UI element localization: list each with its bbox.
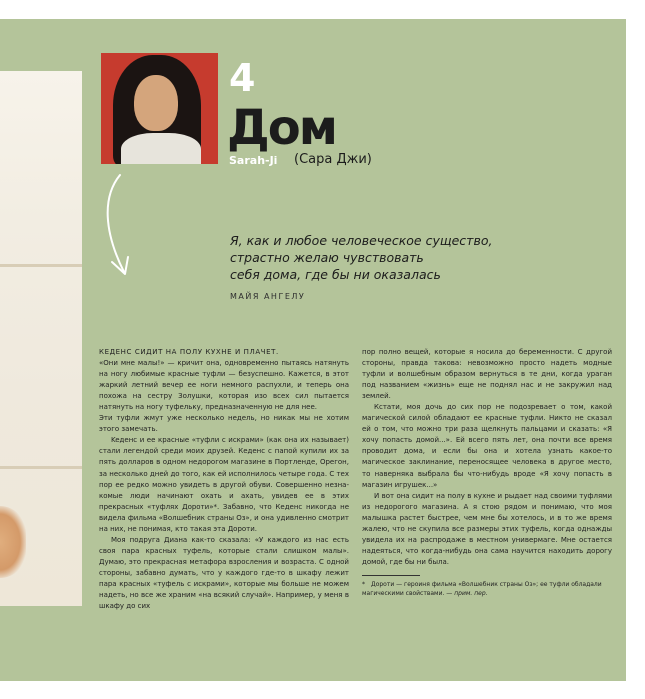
chapter-number: 4 [229,56,256,100]
footnote [362,580,612,598]
epigraph-line: Я, как и любое человеческое существо, [230,233,493,248]
author-name-cyrillic: (Сара Джи) [294,152,372,167]
body-paragraph: Кстати, моя дочь до сих пор не подозревает о том, какой магической силой обладают ее красные туфли. Никто не сказал ей о том, что можно три раза щелкнуть пальцами и сказать: «Я хочу попасть домой...». Ей всего пять лет, она почти все время проводит дома, и если бы она и хотела узнать какое-то магическое заклинание, переносящее человека в другое место, то наверняка выбрала бы что-нибудь вроде «Я хочу попасть в магазин игрушек...» [362,403,612,489]
epigraph-author: МАЙЯ АНГЕЛУ [230,292,306,301]
footnote-divider [362,575,420,576]
body-column-left [99,347,349,612]
body-column-right [362,347,612,568]
section-opening-line: КЕДЕНС СИДИТ НА ПОЛУ КУХНЕ И ПЛАЧЕТ. [99,348,279,356]
kitchen-floor-photo [0,71,82,606]
epigraph-line: страстно желаю чувствовать [230,250,424,265]
body-paragraph: пор полно вещей, которые я носила до беременности. С другой стороны, правда такова: невозможно просто надеть модные туфли и волшебным образом вернуться в те дни, когда ураган под названием «жизнь» еще не поднял нас и не закружил над землей. [362,348,612,401]
epigraph-quote [230,232,530,283]
body-paragraph: Эти туфли жмут уже несколько недель, но никак мы не хотим этого замечать. [99,414,349,434]
epigraph-line: себя дома, где бы ни оказалась [230,267,441,282]
author-name-latin: Sarah-Ji [229,154,278,167]
footnote-text: Дороти — героиня фильма «Волшебник страны Оз»; ее туфли обладали магическими свойствами. — [362,581,602,597]
footnote-mark: * [362,581,365,588]
hand-image [0,506,26,578]
tile-grout-line [0,264,82,267]
tile-grout-line [0,466,82,469]
body-paragraph: Моя подруга Диана как-то сказала: «У каждого из нас есть своя пара красных туфель, которые стали слишком малы». Думаю, это прекрасная метафора взросления и возраста. С одной стороны, забавно думать, что у каждого где-то в шкафу лежит пара красных «туфель с искрами», которые мы больше не можем надеть, но все же храним «на всякий случай». Например, у меня в шкафу до сих [99,535,349,611]
body-paragraph: И вот она сидит на полу в кухне и рыдает над своими туфлями из недорогого магазина. А я стою рядом и понимаю, что моя малышка растет быстрее, чем мне бы хотелось, и в то же время жалею, что не скупила все размеры этих туфель, когда однажды увидела их на распродаже в местном универмаге. Мне остается надеяться, что когда-нибудь она сама научится находить дорогу домой, где бы ни была. [362,491,612,566]
chapter-title: Дом [227,100,336,156]
body-paragraph: Keденс и ее красные «туфли с искрами» (как она их называет) стали легендой среди моих друзей. Кеденс с папой купили их за пять долларов в одном недорогом магазине в Портленде, Орегон, за несколько дней до того, как ей исполнилось четыре года. С тех пор ее редко можно увидеть в другой обуви. Совершенно незна-комые люди начинают охать и ахать, увидев ее в этих прекрасных «туфлях Дороти»*. Забавно, что Кеденс никогда не видела фильма «Волшебник страны Оз», и она удивленно смотрит на них, не понимая, кто такая эта Дороти. [99,436,349,533]
curved-arrow-icon [98,172,138,282]
body-paragraph: «Они мне малы!» — кричит она, одновременно пытаясь натянуть на ногу любимые красные туфли — безуспешно. Кажется, в этот жаркий летний вечер ее ноги немного распухли, и теперь она похожа на сестру Золушки, которая изо всех сил пытается натянуть на ногу туфельку, предназначенную не для нее. [99,359,349,412]
portrait-shirt [121,133,201,164]
portrait-face [134,75,178,131]
author-portrait [101,53,218,164]
footnote-attribution: прим. пер. [454,590,488,597]
